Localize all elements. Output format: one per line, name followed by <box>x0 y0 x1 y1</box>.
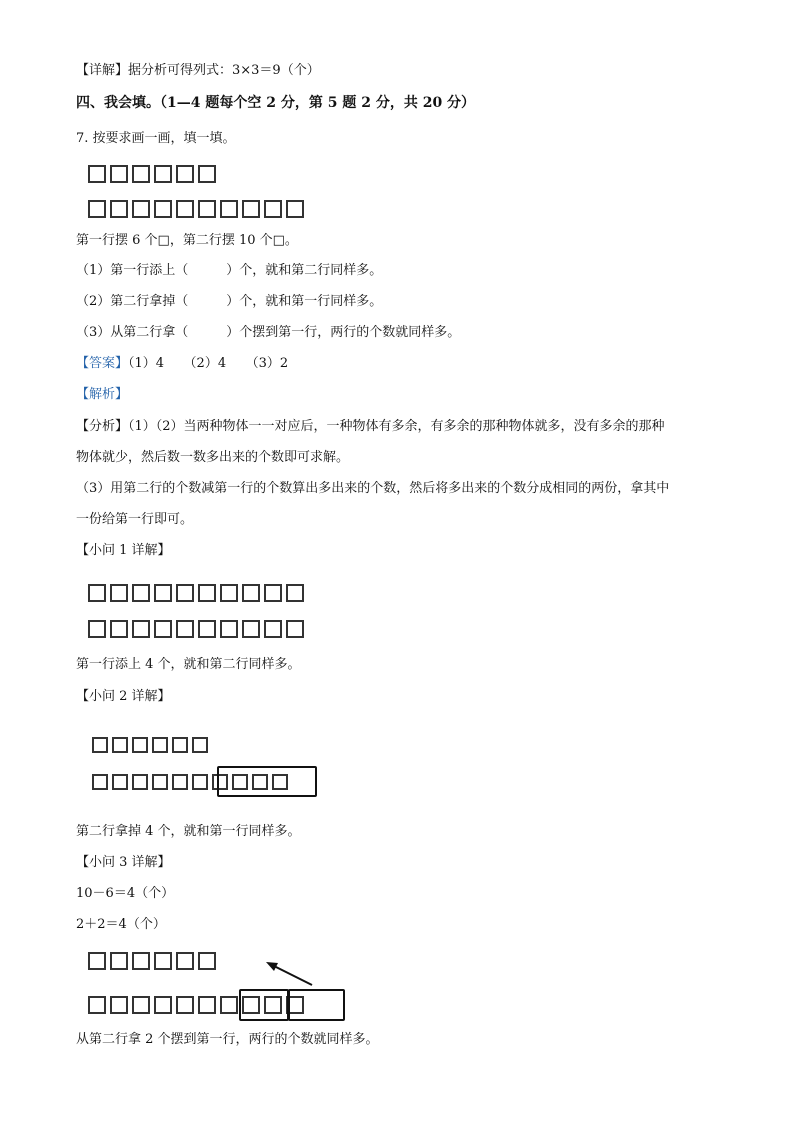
part-1-end: ）个，就和第二行同样多。 <box>226 263 383 278</box>
square-shape <box>112 774 128 790</box>
square-shape <box>198 584 216 602</box>
square-shape <box>88 952 106 970</box>
sub-question-3-heading: 【小问 3 详解】 <box>76 855 171 870</box>
answer-line <box>76 355 288 373</box>
square-shape <box>176 952 194 970</box>
square-shape <box>220 620 238 638</box>
sub3-row-1 <box>88 952 216 970</box>
square-shape <box>152 737 168 753</box>
square-shape <box>264 200 282 218</box>
answer-tag: 【答案】 <box>76 356 129 371</box>
removed-squares-frame <box>217 766 317 797</box>
square-shape <box>220 996 238 1014</box>
square-shape <box>110 165 128 183</box>
square-shape <box>154 952 172 970</box>
square-shape <box>176 165 194 183</box>
part-3 <box>76 324 460 342</box>
part-3-start: （3）从第二行拿（ <box>76 325 189 340</box>
square-shape <box>132 200 150 218</box>
square-shape <box>220 584 238 602</box>
square-shape <box>242 620 260 638</box>
analysis-line-1 <box>76 418 665 436</box>
square-shape <box>198 620 216 638</box>
answer-body: （1）4 （2）4 （3）2 <box>128 356 289 371</box>
analysis-tag: 【解析】 <box>76 387 129 402</box>
square-shape <box>132 165 150 183</box>
question-row-2 <box>88 200 304 218</box>
analysis-line-3: （3）用第二行的个数减第一行的个数算出多出来的个数，然后将多出来的个数分成相同的两份，拿其中 <box>76 481 670 496</box>
part-2-end: ）个，就和第一行同样多。 <box>226 294 383 309</box>
sub-question-1-heading: 【小问 1 详解】 <box>76 543 171 558</box>
square-shape <box>132 584 150 602</box>
square-shape <box>198 996 216 1014</box>
square-shape <box>132 774 148 790</box>
square-shape <box>132 952 150 970</box>
square-shape <box>198 165 216 183</box>
square-shape <box>154 620 172 638</box>
square-shape <box>88 996 106 1014</box>
sub2-row-1 <box>92 737 208 753</box>
sub-question-3-text: 从第二行拿 2 个摆到第一行，两行的个数就同样多。 <box>76 1032 379 1047</box>
square-shape <box>152 774 168 790</box>
sub1-row-2 <box>88 620 304 638</box>
square-shape <box>110 996 128 1014</box>
square-shape <box>88 584 106 602</box>
square-shape <box>242 200 260 218</box>
square-shape <box>154 584 172 602</box>
sub-question-2-text: 第二行拿掉 4 个，就和第一行同样多。 <box>76 824 301 839</box>
square-shape <box>198 200 216 218</box>
square-shape <box>172 774 188 790</box>
part-1 <box>76 262 382 280</box>
sub-question-2-heading: 【小问 2 详解】 <box>76 689 171 704</box>
part-1-start: （1）第一行添上（ <box>76 263 189 278</box>
square-shape <box>112 737 128 753</box>
part-2-start: （2）第二行拿掉（ <box>76 294 189 309</box>
analysis-label: 【分析】 <box>76 419 129 434</box>
move-arrow-icon <box>262 955 322 995</box>
square-shape <box>172 737 188 753</box>
square-shape <box>192 737 208 753</box>
sub1-row-1 <box>88 584 304 602</box>
square-shape <box>110 952 128 970</box>
square-shape <box>220 200 238 218</box>
equation-2: 2＋2＝4（个） <box>76 917 166 932</box>
part-2 <box>76 293 382 311</box>
analysis-line-2: 物体就少，然后数一数多出来的个数即可求解。 <box>76 450 350 465</box>
square-shape <box>192 774 208 790</box>
analysis-text-1: （1）（2）当两种物体一一对应后，一种物体有多余，有多余的那种物体就多，没有多余的那种 <box>128 419 665 434</box>
square-shape <box>92 737 108 753</box>
square-shape <box>176 584 194 602</box>
square-shape <box>88 620 106 638</box>
square-shape <box>110 200 128 218</box>
square-shape <box>88 200 106 218</box>
square-shape <box>198 952 216 970</box>
square-shape <box>264 584 282 602</box>
part-3-end: ）个摆到第一行，两行的个数就同样多。 <box>226 325 461 340</box>
square-shape <box>176 200 194 218</box>
analysis-line-4: 一份给第一行即可。 <box>76 512 194 527</box>
question-description: 第一行摆 6 个□，第二行摆 10 个□。 <box>76 233 298 248</box>
square-shape <box>286 620 304 638</box>
square-shape <box>132 620 150 638</box>
square-shape <box>154 996 172 1014</box>
question-7: 7. 按要求画一画，填一填。 <box>76 131 236 146</box>
square-shape <box>132 737 148 753</box>
square-shape <box>110 584 128 602</box>
square-shape <box>286 584 304 602</box>
square-shape <box>92 774 108 790</box>
square-shape <box>154 165 172 183</box>
square-shape <box>264 620 282 638</box>
square-shape <box>176 996 194 1014</box>
square-shape <box>110 620 128 638</box>
section-heading: 四、我会填。（1—4 题每个空 2 分，第 5 题 2 分，共 20 分） <box>76 95 476 111</box>
square-shape <box>88 165 106 183</box>
question-row-1 <box>88 165 216 183</box>
square-shape <box>132 996 150 1014</box>
square-shape <box>176 620 194 638</box>
sub-question-1-text: 第一行添上 4 个，就和第二行同样多。 <box>76 657 301 672</box>
square-shape <box>286 200 304 218</box>
equation-1: 10－6＝4（个） <box>76 886 175 901</box>
square-shape <box>154 200 172 218</box>
detail-line: 【详解】据分析可得列式：3×3＝9（个） <box>76 63 320 78</box>
square-shape <box>242 584 260 602</box>
